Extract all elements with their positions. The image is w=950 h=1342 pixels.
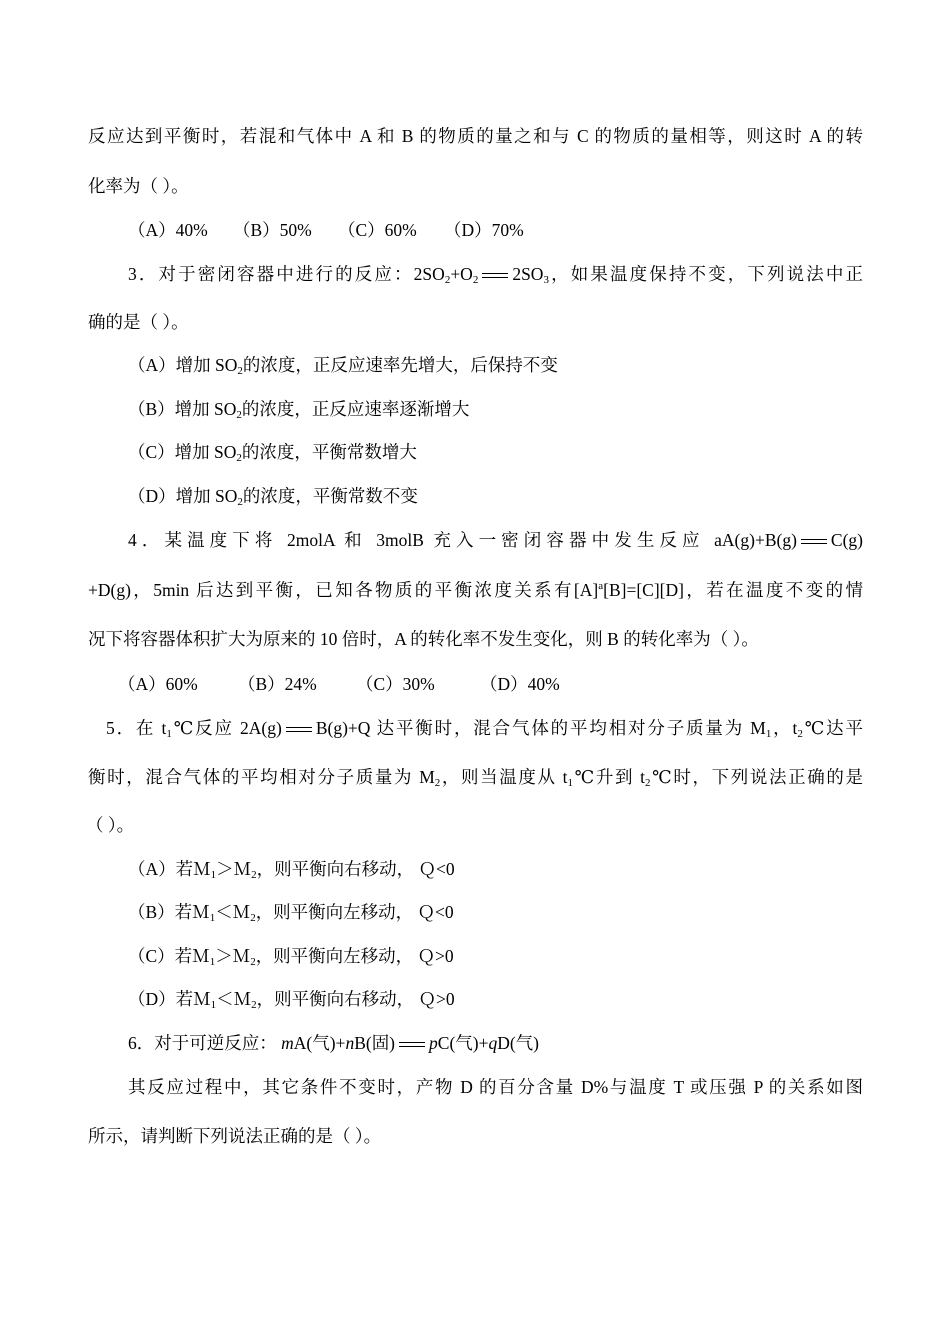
- q6-stem-line3: 所示，请判断下列说法正确的是（ ）。: [88, 1126, 382, 1146]
- q6-stem-line2: 其反应过程中，其它条件不变时，产物 D 的百分含量 D%与温度 T 或压强 P 的关系如图: [128, 1077, 863, 1097]
- q3-option-a: （A）增加 $SO_2$的浓度，正反应速率先增大，后保持不变: [128, 355, 558, 377]
- q3-option-d: （D）增加 $SO_2$的浓度，平衡常数不变: [128, 486, 418, 508]
- q5-stem-line2: 衡时，混合气体的平均相对分子质量为 $M_2$，则当温度从 $t_1℃$升到 $t_2℃$时，下列说法正确的是: [88, 767, 864, 789]
- reversible-arrow-icon: [480, 271, 510, 281]
- q2-stem-line2: 化率为（ ）。: [88, 176, 189, 196]
- q4-stem-line2: +D(g)，5min 后达到平衡，已知各物质的平衡浓度关系有$[A]^a[B]=[C][D]$，若在温度不变的情: [88, 580, 863, 600]
- q3-stem-line2: 确的是（ ）。: [88, 312, 189, 332]
- reversible-arrow-icon: [799, 537, 829, 547]
- q2-option-b: （B）50%: [233, 220, 312, 240]
- q4-stem-line1: 4．某温度下将 2molA 和 3molB 充入一密闭容器中发生反应 aA(g)+B(g) C(g): [128, 530, 863, 550]
- q5-stem-line1: 5．在 $t_1℃$反应 2A(g) B(g)+Q 达平衡时，混合气体的平均相对分子质量为 $M_1$，$t_2℃$达平: [106, 718, 863, 740]
- reversible-arrow-icon: [397, 1040, 427, 1050]
- q2-option-a: （A）40%: [128, 220, 208, 240]
- q5-option-a: （A）若Ｍ$_1$＞Ｍ$_2$，则平衡向右移动， Ｑ<0: [128, 859, 455, 881]
- q5-option-c: （C）若Ｍ$_1$＞Ｍ$_2$，则平衡向左移动， Ｑ>0: [128, 946, 454, 968]
- q3-option-b: （B）增加 $SO_2$的浓度，正反应速率逐渐增大: [128, 399, 470, 421]
- q2-option-c: （C）60%: [338, 220, 417, 240]
- q2-option-d: （D）70%: [444, 220, 524, 240]
- q6-stem-line1: 6．对于可逆反应： mA(气)+nB(固) pC(气)+qD(气): [128, 1033, 540, 1053]
- q5-stem-line3: （ ）。: [86, 815, 135, 835]
- q5-option-b: （B）若Ｍ$_1$＜Ｍ$_2$，则平衡向左移动， Ｑ<0: [128, 902, 454, 924]
- q3-option-c: （C）增加 $SO_2$的浓度，平衡常数增大: [128, 442, 417, 464]
- q4-option-c: （C）30%: [356, 674, 435, 694]
- q4-option-d: （D）40%: [480, 674, 560, 694]
- q5-option-d: （D）若Ｍ$_1$＜Ｍ$_2$，则平衡向右移动， Ｑ>0: [128, 989, 455, 1011]
- q2-stem-line1: 反应达到平衡时，若混和气体中 A 和 B 的物质的量之和与 C 的物质的量相等，则这时 A 的转: [88, 126, 863, 146]
- q4-stem-line3: 况下将容器体积扩大为原来的 10 倍时，A 的转化率不发生变化，则 B 的转化率为（ ）。: [88, 629, 759, 649]
- q3-stem-line1: 3．对于密闭容器中进行的反应：$2SO_2+O_2$ $2SO_3$，如果温度保持不变，下列说法中正: [128, 264, 864, 286]
- q4-option-b: （B）24%: [238, 674, 317, 694]
- q4-option-a: （A）60%: [118, 674, 198, 694]
- reversible-arrow-icon: [284, 725, 314, 735]
